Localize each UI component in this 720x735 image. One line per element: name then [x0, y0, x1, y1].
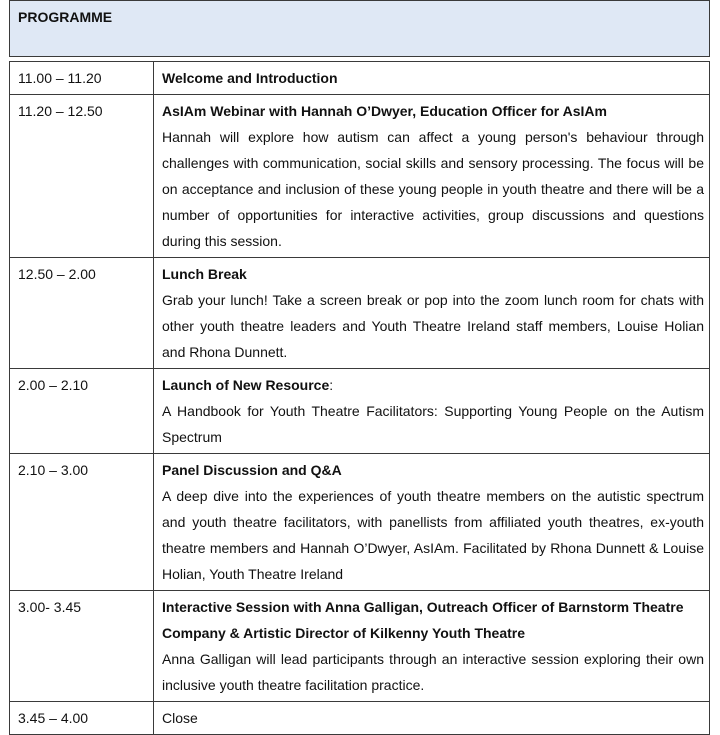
- table-row: [10, 454, 710, 591]
- session-cell: [154, 95, 710, 258]
- time-cell: 11.00 – 11.20: [10, 62, 154, 95]
- table-row: [10, 95, 710, 258]
- session-title-suffix: :: [329, 377, 334, 393]
- programme-table: [9, 61, 710, 735]
- session-title: Interactive Session with Anna Galligan, Outreach Officer of Barnstorm Theatre Company & Artistic Director of Kilkenny Youth Theatre: [162, 599, 684, 641]
- session-title: AsIAm Webinar with Hannah O’Dwyer, Education Officer for AsIAm: [162, 103, 607, 119]
- table-row: [10, 258, 710, 369]
- time-cell: 11.20 – 12.50: [10, 95, 154, 258]
- time-cell: 3.00- 3.45: [10, 591, 154, 702]
- programme-header: [9, 0, 710, 57]
- session-plain-title: Close: [162, 710, 198, 726]
- session-title: Lunch Break: [162, 266, 247, 282]
- table-row: [10, 591, 710, 702]
- session-description: Anna Galligan will lead participants through an interactive session exploring their own inclusive youth theatre facilitation practice.: [162, 651, 704, 693]
- time-cell: 3.45 – 4.00: [10, 702, 154, 735]
- time-cell: 2.10 – 3.00: [10, 454, 154, 591]
- session-title: Launch of New Resource: [162, 377, 330, 393]
- time-cell: 12.50 – 2.00: [10, 258, 154, 369]
- table-row: [10, 702, 710, 735]
- time-cell: 2.00 – 2.10: [10, 369, 154, 454]
- programme-document: [9, 0, 710, 735]
- table-row: [10, 62, 710, 95]
- session-description: Grab your lunch! Take a screen break or pop into the zoom lunch room for chats with other youth theatre leaders and Youth Theatre Ireland staff members, Louise Holian and Rhona Dunnett.: [162, 292, 704, 360]
- session-cell: [154, 702, 710, 735]
- session-cell: [154, 62, 710, 95]
- session-description: Hannah will explore how autism can affect a young person's behaviour through challenges with communication, social skills and sensory processing. The focus will be on acceptance and inclusion of these young people in youth theatre and there will be a number of opportunities for interactive activities, group discussions and questions during this session.: [162, 129, 704, 249]
- session-description: A Handbook for Youth Theatre Facilitators: Supporting Young People on the Autism Spectrum: [162, 403, 704, 445]
- session-cell: [154, 369, 710, 454]
- session-title: Welcome and Introduction: [162, 70, 338, 86]
- session-title: Panel Discussion and Q&A: [162, 462, 342, 478]
- session-cell: [154, 454, 710, 591]
- programme-heading: PROGRAMME: [18, 9, 113, 25]
- session-cell: [154, 258, 710, 369]
- table-row: [10, 369, 710, 454]
- session-description: A deep dive into the experiences of youth theatre members on the autistic spectrum and youth theatre facilitators, with panellists from affiliated youth theatres, ex-youth theatre members and Hannah O’Dwyer, AsIAm. Facilitated by Rhona Dunnett & Louise Holian, Youth Theatre Ireland: [162, 488, 704, 582]
- session-cell: [154, 591, 710, 702]
